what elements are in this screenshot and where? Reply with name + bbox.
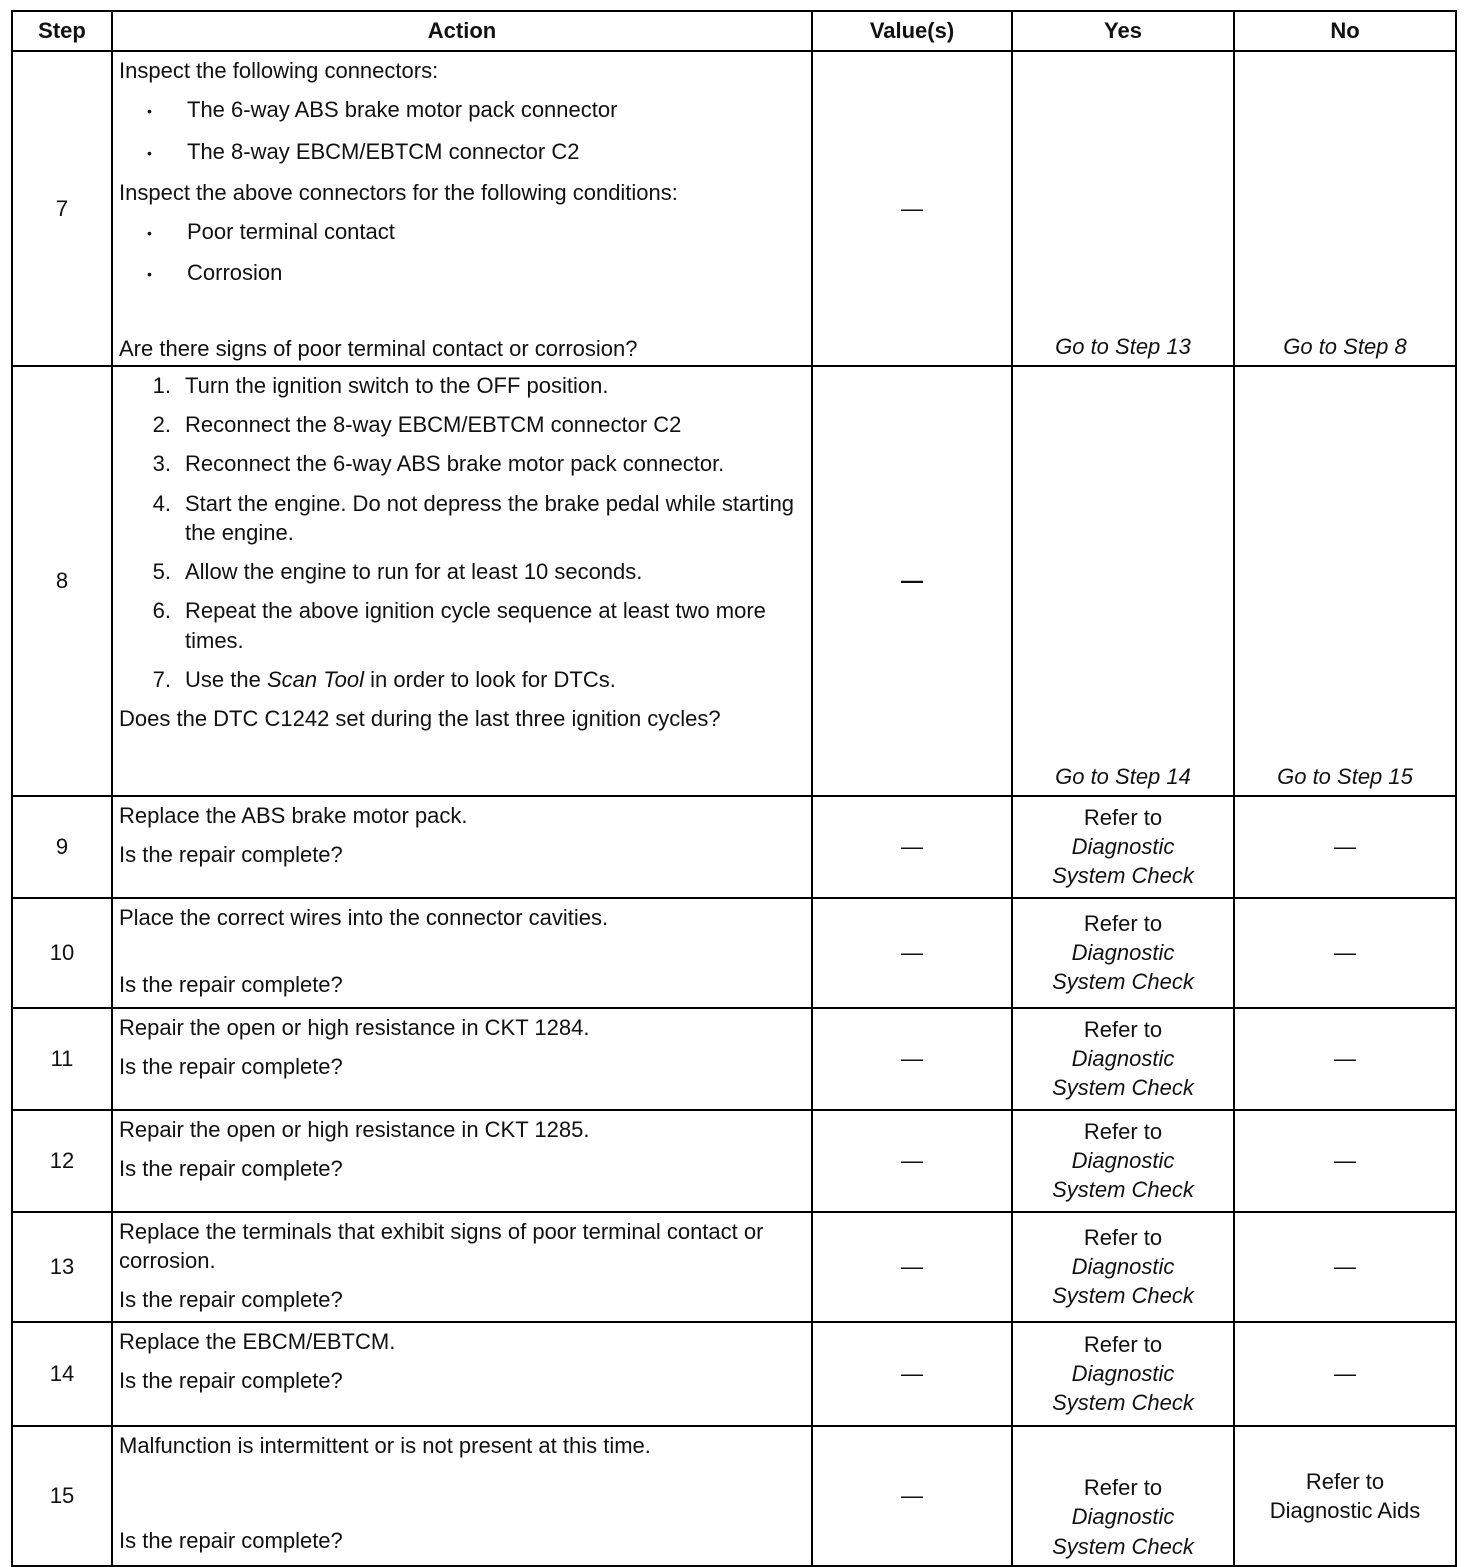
yes-cell: Refer to Diagnostic System Check: [1012, 1426, 1234, 1566]
list-item: 4. Start the engine. Do not depress the brake pedal while starting the engine.: [152, 490, 795, 545]
action-text: Place the correct wires into the connector cavities.: [119, 904, 609, 930]
list-item: 7. Use the Scan Tool in order to look for DTCs.: [152, 666, 616, 692]
header-step: Step: [12, 11, 112, 51]
list-item: • Poor terminal contact: [147, 219, 395, 244]
action-question: Is the repair complete?: [119, 1528, 343, 1553]
table-row-step-11: [12, 1008, 1456, 1110]
action-question: Are there signs of poor terminal contact or corrosion?: [119, 335, 638, 361]
list-item: • Corrosion: [147, 260, 283, 286]
value-cell: —: [812, 1008, 1012, 1110]
action-text: Replace the terminals that exhibit signs of poor terminal contact or corrosion.: [119, 1218, 764, 1273]
value-cell: —: [812, 1110, 1012, 1212]
action-text: Malfunction is intermittent or is not present at this time.: [119, 1432, 651, 1458]
action-cell: [112, 1008, 812, 1110]
diagnostic-table: [11, 10, 1457, 1567]
action-text: Repair the open or high resistance in CKT 1285.: [119, 1116, 590, 1142]
step-number: 10: [12, 898, 112, 1008]
step-number: 8: [12, 366, 112, 796]
action-text: Repair the open or high resistance in CKT 1284.: [119, 1014, 590, 1040]
no-cell: —: [1234, 796, 1456, 898]
yes-cell: Refer to Diagnostic System Check: [1012, 1322, 1234, 1426]
list-item: 1. Turn the ignition switch to the OFF position.: [152, 372, 609, 398]
no-cell: Go to Step 8: [1234, 51, 1456, 366]
header-yes: Yes: [1012, 11, 1234, 51]
yes-cell: Refer to Diagnostic System Check: [1012, 1110, 1234, 1212]
action-cell: [112, 898, 812, 1008]
action-question: Does the DTC C1242 set during the last three ignition cycles?: [119, 706, 721, 731]
yes-cell: Refer to Diagnostic System Check: [1012, 1212, 1234, 1322]
value-cell: —: [812, 366, 1012, 796]
step-number: 12: [12, 1110, 112, 1212]
list-item: 3. Reconnect the 6-way ABS brake motor pack connector.: [152, 451, 725, 477]
table-row-step-14: [12, 1322, 1456, 1426]
no-cell: Go to Step 15: [1234, 366, 1456, 796]
action-question: Is the repair complete?: [119, 1368, 343, 1393]
action-cell: [112, 366, 812, 796]
step-number: 11: [12, 1008, 112, 1110]
header-action: Action: [112, 11, 812, 51]
yes-cell: Refer to Diagnostic System Check: [1012, 898, 1234, 1008]
step-number: 7: [12, 51, 112, 366]
value-cell: —: [812, 1322, 1012, 1426]
list-item: 2. Reconnect the 8-way EBCM/EBTCM connector C2: [152, 412, 682, 437]
table-row-step-7: [12, 51, 1456, 366]
table-row-step-15: [12, 1426, 1456, 1566]
yes-cell: Refer to Diagnostic System Check: [1012, 1008, 1234, 1110]
value-cell: —: [812, 796, 1012, 898]
step-number: 14: [12, 1322, 112, 1426]
numbered-list: [119, 371, 803, 694]
step-number: 9: [12, 796, 112, 898]
list-item: • The 8-way EBCM/EBTCM connector C2: [147, 138, 580, 164]
list-item: 5. Allow the engine to run for at least 10 seconds.: [152, 559, 643, 584]
table-row-step-13: [12, 1212, 1456, 1322]
yes-cell: Go to Step 14: [1012, 366, 1234, 796]
action-cell: [112, 1212, 812, 1322]
header-no: No: [1234, 11, 1456, 51]
action-text: Replace the EBCM/EBTCM.: [119, 1328, 396, 1354]
yes-cell: Refer to Diagnostic System Check: [1012, 796, 1234, 898]
no-cell: —: [1234, 1008, 1456, 1110]
list-item: 6. Repeat the above ignition cycle sequence at least two more times.: [152, 598, 766, 653]
header-row: [12, 11, 1456, 51]
action-cell: [112, 51, 812, 366]
action-cell: [112, 1322, 812, 1426]
action-question: Is the repair complete?: [119, 972, 343, 997]
value-cell: —: [812, 1212, 1012, 1322]
bullet-list: [119, 95, 803, 166]
table-row-step-8: [12, 366, 1456, 796]
action-cell: [112, 796, 812, 898]
action-intro: Inspect the following connectors:: [119, 58, 439, 83]
no-cell: Refer to Diagnostic Aids: [1234, 1426, 1456, 1566]
scan-tool-term: Scan Tool: [266, 666, 364, 692]
value-cell: —: [812, 898, 1012, 1008]
value-cell: —: [812, 1426, 1012, 1566]
no-cell: —: [1234, 1212, 1456, 1322]
action-question: Is the repair complete?: [119, 1156, 343, 1181]
no-cell: —: [1234, 898, 1456, 1008]
bullet-list: [119, 217, 803, 288]
action-intro: Inspect the above connectors for the following conditions:: [119, 179, 678, 205]
list-item: • The 6-way ABS brake motor pack connector: [147, 97, 618, 123]
action-question: Is the repair complete?: [119, 842, 343, 867]
no-cell: —: [1234, 1110, 1456, 1212]
action-question: Is the repair complete?: [119, 1054, 343, 1079]
header-values: Value(s): [812, 11, 1012, 51]
yes-cell: Go to Step 13: [1012, 51, 1234, 366]
table-row-step-12: [12, 1110, 1456, 1212]
table-row-step-10: [12, 898, 1456, 1008]
action-question: Is the repair complete?: [119, 1287, 343, 1313]
value-cell: —: [812, 51, 1012, 366]
step-number: 15: [12, 1426, 112, 1566]
action-text: Replace the ABS brake motor pack.: [119, 802, 468, 828]
action-cell: [112, 1110, 812, 1212]
table-row-step-9: [12, 796, 1456, 898]
step-number: 13: [12, 1212, 112, 1322]
action-cell: [112, 1426, 812, 1566]
no-cell: —: [1234, 1322, 1456, 1426]
